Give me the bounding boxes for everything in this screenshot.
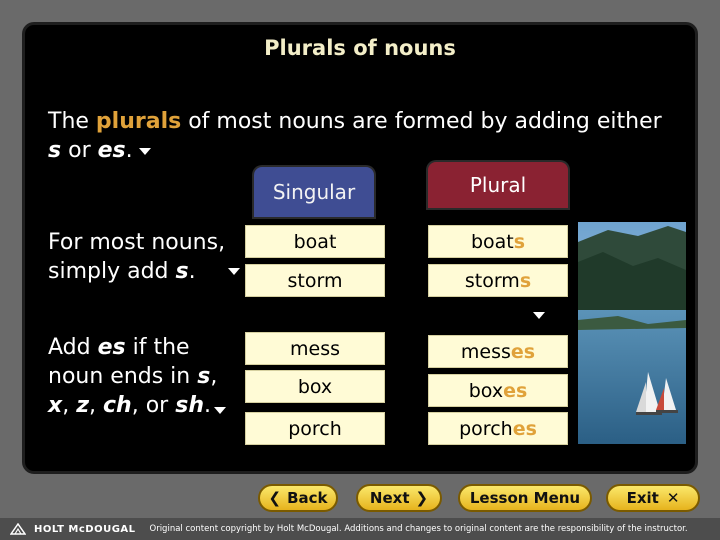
back-button[interactable] (258, 484, 338, 512)
rule2-x: x (48, 393, 63, 418)
plural-base: box (468, 379, 504, 402)
rule2-end: . (203, 393, 211, 418)
rule2-p2: if the noun ends in (48, 335, 198, 389)
singular-cell-mess: mess (245, 332, 385, 365)
rule1-s: s (175, 259, 189, 284)
rule2-es: es (97, 335, 126, 360)
intro-before: The (48, 109, 96, 134)
publisher-logo-icon (10, 523, 26, 535)
rule2-or: or (138, 393, 176, 418)
close-icon: ✕ (666, 489, 680, 507)
next-button[interactable] (356, 484, 442, 512)
brand-name: HOLT McDOUGAL (34, 523, 136, 535)
intro-or: or (61, 138, 98, 163)
singular-cell-porch: porch (245, 412, 385, 445)
rule-es-endings (48, 333, 218, 420)
slide-title: Plurals of nouns (264, 36, 456, 60)
rule2-c1: , (210, 364, 218, 389)
exit-button[interactable] (606, 484, 700, 512)
header-singular: Singular (254, 167, 374, 217)
plural-cell-storms (428, 264, 568, 297)
singular-cell-storm: storm (245, 264, 385, 297)
sailboats-photo (578, 222, 686, 444)
plural-suffix: es (503, 379, 528, 402)
plural-cell-boxes (428, 374, 568, 407)
singular-cell-box: box (245, 370, 385, 403)
intro-es: es (97, 138, 126, 163)
bullet-arrow-icon[interactable] (228, 268, 240, 275)
lesson-menu-label: Lesson Menu (469, 489, 581, 507)
intro-highlight: plurals (95, 109, 182, 134)
back-label: Back (287, 489, 328, 507)
plural-cell-porches (428, 412, 568, 445)
plural-suffix: es (510, 340, 536, 363)
header-plural: Plural (428, 162, 568, 208)
intro-s: s (48, 138, 62, 163)
rule-most-nouns (48, 228, 248, 286)
intro-middle: of most nouns are formed by adding either (181, 109, 662, 134)
rule2-c2: , (62, 393, 77, 418)
rule2-p1: Add (48, 335, 98, 360)
rule2-sh: sh (175, 393, 204, 418)
copyright-text: Original content copyright by Holt McDougal. Additions and changes to original content are the responsibility of the instructor. (149, 524, 688, 534)
plural-base: boat (470, 230, 514, 253)
bullet-arrow-icon[interactable] (214, 407, 226, 414)
plural-suffix: es (512, 417, 537, 440)
rule2-z: z (76, 393, 90, 418)
intro-text (48, 107, 668, 165)
rule2-ch: ch (103, 393, 132, 418)
sailboats-illustration (578, 222, 686, 444)
lesson-menu-button[interactable] (458, 484, 592, 512)
bullet-arrow-icon[interactable] (533, 312, 545, 319)
exit-label: Exit (626, 489, 659, 507)
plural-suffix: s (519, 269, 532, 292)
plural-cell-messes (428, 335, 568, 368)
plural-base: mess (460, 340, 511, 363)
plural-suffix: s (513, 230, 526, 253)
chevron-right-icon: ❯ (415, 489, 429, 507)
next-label: Next (369, 489, 410, 507)
plural-base: porch (459, 417, 513, 440)
bullet-arrow-icon[interactable] (139, 148, 151, 155)
chevron-left-icon: ❮ (268, 489, 282, 507)
singular-cell-boat: boat (245, 225, 385, 258)
rule2-c3: , (89, 393, 104, 418)
rule2-s: s (197, 364, 211, 389)
rule1-end: . (188, 259, 196, 284)
rule2-c4: , (131, 393, 139, 418)
rule1-text: For most nouns, simply add (48, 230, 226, 284)
plural-cell-boats (428, 225, 568, 258)
intro-end: . (125, 138, 133, 163)
plural-base: storm (464, 269, 520, 292)
footer-bar (0, 518, 720, 540)
